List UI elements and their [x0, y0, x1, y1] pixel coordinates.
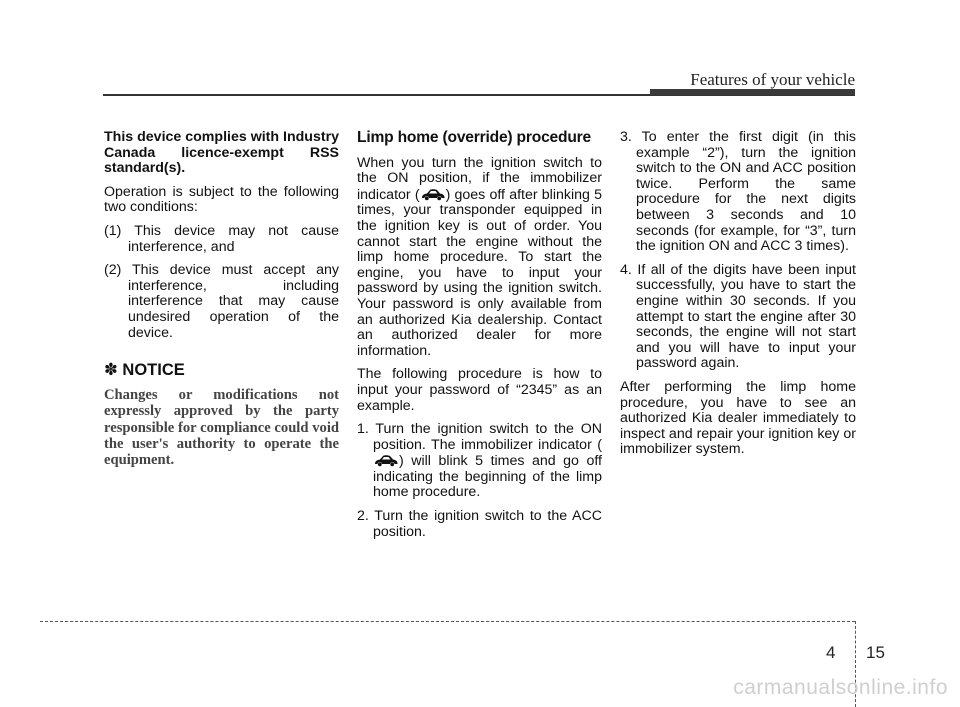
- immobilizer-car-icon: [420, 187, 446, 201]
- intro-text-b: ) goes off after blinking 5 times, your transponder equipped in the ignition key is out of order. You cannot start the engine without the limp home procedure. To start the engine, you have to input your password by using the ignition switch. Your password is only available from an authorized Kia dealership. Contact an authorized dealer for more information.: [357, 186, 602, 359]
- notice-text: Changes or modifications not expressly approved by the party responsible for compliance could void the user's authority to operate the equipment.: [104, 386, 339, 469]
- notice-heading: [104, 363, 339, 379]
- limp-home-intro: [357, 156, 602, 360]
- column-left: [104, 130, 339, 469]
- procedure-step: 4. If all of the digits have been input successfully, you have to start the engine within 30 seconds. If you attempt to start the engine after 30 seconds, the engine will not start and you will have to input your password again.: [620, 261, 856, 372]
- notice-label: NOTICE: [122, 361, 185, 380]
- procedure-step: 3. To enter the first digit (in this example “2”), turn the ignition switch to the ON and ACC position twice. Perform the same procedure for the next digits between 3 seconds and 10 seconds (for example, for “3”, turn the ignition ON and ACC 3 times).: [620, 129, 856, 255]
- step1-text-b: ) will blink 5 times and go off indicating the beginning of the limp home procedure.: [373, 453, 602, 501]
- intro-text-a: When you turn the ignition switch to the ON position, if the immobilizer indicator (: [357, 154, 602, 203]
- column-right: [620, 130, 856, 466]
- column-middle: [357, 130, 602, 548]
- section-heading: Limp home (override) procedure: [357, 129, 592, 146]
- procedure-step: [357, 422, 602, 501]
- procedure-step: 2. Turn the ignition switch to the ACC position.: [357, 508, 602, 540]
- procedure-intro: The following procedure is how to input your password of “2345” as an example.: [357, 366, 602, 414]
- condition-item: (1) This device may not cause interference, and: [104, 222, 339, 255]
- page-number: 15: [866, 643, 885, 662]
- watermark: carmanualsonline.info: [733, 676, 948, 699]
- chapter-number: 4: [826, 643, 836, 662]
- conditions-intro: Operation is subject to the following two conditions:: [104, 183, 339, 216]
- header-rule-accent: [650, 89, 855, 95]
- compliance-statement: This device complies with Industry Canada licence-exempt RSS standard(s).: [104, 129, 339, 177]
- step1-text-a: 1. Turn the ignition switch to the ON position. The immobilizer indicator (: [357, 421, 602, 453]
- header-title: Features of your vehicle: [690, 70, 855, 89]
- closing-paragraph: After performing the limp home procedure, you have to see an authorized Kia dealer immediately to inspect and repair your ignition key or immobilizer system.: [620, 378, 856, 458]
- footer-rule: [40, 621, 855, 622]
- immobilizer-car-icon: [373, 453, 399, 467]
- condition-item: (2) This device must accept any interference, including interference that may cause undesired operation of the device.: [104, 262, 339, 341]
- notice-symbol-icon: ✽: [104, 361, 118, 380]
